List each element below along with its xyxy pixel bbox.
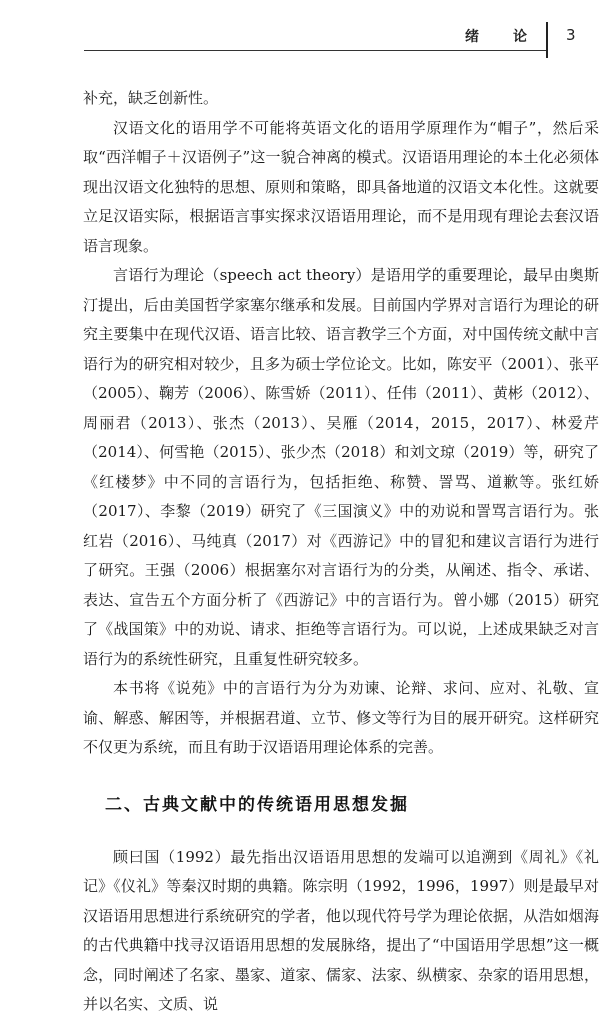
paragraph-book-approach: 本书将《说苑》中的言语行为分为劝谏、论辩、求问、应对、礼敬、宣谕、解惑、解困等，并根据君道、立节、修文等行为目的展开研究。这样研究不仅更为系统，而且有助于汉语语用理论体系的完善。 — [83, 679, 599, 756]
header-rule — [84, 50, 546, 51]
body-text — [83, 84, 599, 1020]
paragraph-pragmatics-localization: 汉语文化的语用学不可能将英语文化的语用学原理作为“帽子”，然后采取“西洋帽子＋汉语例子”这一貌合神离的模式。汉语语用理论的本土化必须体现出汉语文化独特的思想、原则和策略，即具备地道的汉语文本化性。这就要立足汉语实际，根据语言事实探求汉语语用理论，而不是用现有理论去套汉语语言现象。 — [83, 118, 599, 255]
page-number: 3 — [566, 26, 576, 44]
continued-line: 补充，缺乏创新性。 — [83, 89, 219, 107]
paragraph-speech-act-review: 言语行为理论（speech act theory）是语用学的重要理论，最早由奥斯汀提出，后由美国哲学家塞尔继承和发展。目前国内学界对言语行为理论的研究主要集中在现代汉语、语言比较、语言教学三个方面，对中国传统文献中言语行为的研究相对较少，且多为硕士学位论文。比如，陈安平（2001）、张平（2005）、鞠芳（2006）、陈雪娇（2011）、任伟（2011）、黄彬（2012）、周丽君（2013）、张杰（2013）、吴雁（2014，2015，2017）、林爱芹（2014）、何雪艳（2015）、张少杰（2018）和刘文琼（2019）等，研究了《红楼梦》中不同的言语行为，包括拒绝、称赞、詈骂、道歉等。张红娇（2017）、李黎（2019）研究了《三国演义》中的劝说和詈骂言语行为。张红岩（2016）、马纯真（2017）对《西游记》中的冒犯和建议言语行为进行了研究。王强（2006）根据塞尔对言语行为的分类，从阐述、指令、承诺、表达、宣告五个方面分析了《西游记》中的言语行为。曾小娜（2015）研究了《战国策》中的劝说、请求、拒绝等言语行为。可以说，上述成果缺乏对言语行为的系统性研究，且重复性研究较多。 — [83, 266, 599, 668]
paragraph-classical-pragmatics: 顾曰国（1992）最先指出汉语语用思想的发端可以追溯到《周礼》《礼记》《仪礼》等秦汉时期的典籍。陈宗明（1992，1996，1997）则是最早对汉语语用思想进行系统研究的学者，他以现代符号学为理论依据，从浩如烟海的古代典籍中找寻汉语语用思想的发展脉络，提出了“中国语用学思想”这一概念，同时阐述了名家、墨家、道家、儒家、法家、纵横家、杂家的语用思想，并以名实、文质、说 — [83, 847, 599, 1013]
running-head-title: 绪 论 — [465, 29, 537, 45]
section-heading: 二、古典文献中的传统语用思想发掘 — [105, 794, 409, 815]
header-vertical-bar — [546, 22, 548, 58]
